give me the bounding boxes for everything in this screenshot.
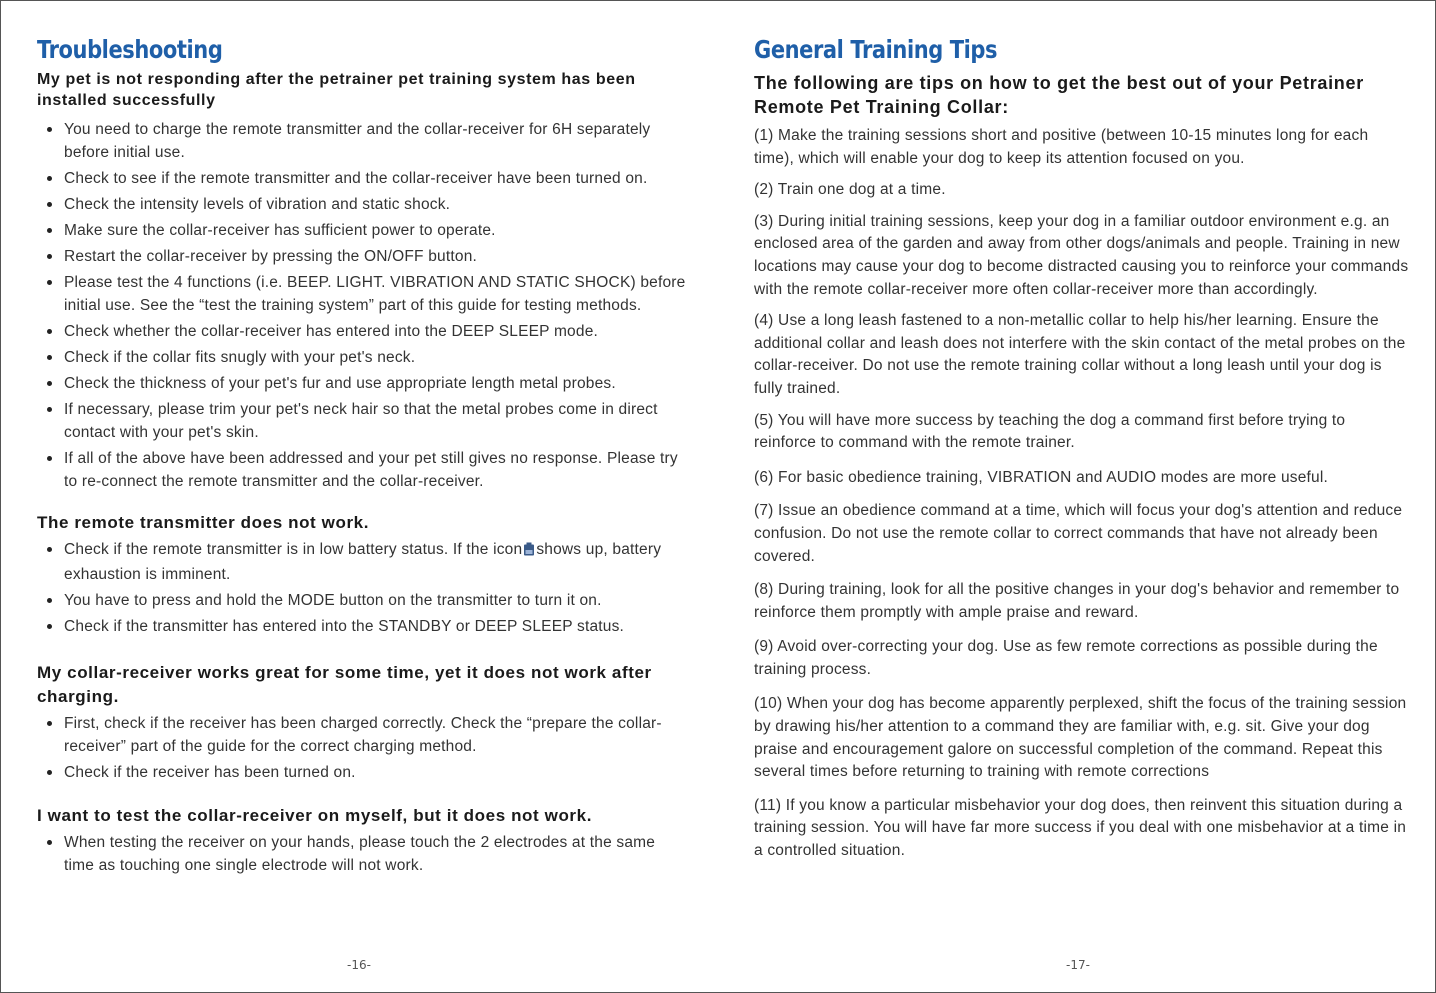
list-item: Please test the 4 functions (i.e. BEEP. LIGHT. VIBRATION AND STATIC SHOCK) before initial use. See the “test the training system” part of this guide for testing methods. (37, 271, 689, 317)
list-item: When testing the receiver on your hands, please touch the 2 electrodes at the same time as touching one single electrode will not work. (37, 831, 689, 877)
list-item: First, check if the receiver has been charged correctly. Check the “prepare the collar-receiver” part of the guide for the correct charging method. (37, 712, 689, 758)
tip-item: (10) When your dog has become apparently perplexed, shift the focus of the training session by drawing his/her attention to a command they are familiar with, e.g. sit. Give your dog praise and encouragement galore on successful completion of the command. Repeat this several times before returning to training with remote corrections (754, 695, 1407, 781)
list-item: Check whether the collar-receiver has entered into the DEEP SLEEP mode. (37, 320, 689, 343)
list-item: Check the intensity levels of vibration and static shock. (37, 193, 689, 216)
tip-item: (1) Make the training sessions short and positive (between 10-15 minutes long for each time), which will enable your dog to keep its attention focused on you. (754, 127, 1369, 167)
tip-item: (2) Train one dog at a time. (754, 181, 946, 199)
list-item: Restart the collar-receiver by pressing the ON/OFF button. (37, 245, 689, 268)
page-title-training-tips: General Training Tips (754, 35, 998, 64)
troubleshooting-content (37, 69, 689, 880)
list-item: Make sure the collar-receiver has sufficient power to operate. (37, 219, 689, 242)
intro-heading: The following are tips on how to get the best out of your Petrainer Remote Pet Training Collar: (754, 73, 1364, 117)
list-item: Check to see if the remote transmitter and the collar-receiver have been turned on. (37, 167, 689, 190)
tip-item: (9) Avoid over-correcting your dog. Use as few remote corrections as possible during the training process. (754, 638, 1378, 678)
tip-item: (5) You will have more success by teaching the dog a command first before trying to reinforce to command with the remote trainer. (754, 411, 1346, 452)
section-heading: My pet is not responding after the petrainer pet training system has been installed successfully (37, 71, 636, 109)
training-tips-content (754, 71, 1409, 863)
section-heading: My collar-receiver works great for some time, yet it does not work after charging. (37, 663, 652, 706)
list-item: Check the thickness of your pet's fur and use appropriate length metal probes. (37, 372, 689, 395)
item-text-after-icon: shows up, battery exhaustion is imminent. (64, 541, 662, 583)
bullet-list (37, 712, 689, 784)
list-item: Check if the collar fits snugly with your pet's neck. (37, 346, 689, 369)
bullet-list (37, 118, 689, 493)
page-number: -17- (1066, 958, 1090, 972)
list-item: Check if the transmitter has entered into the STANDBY or DEEP SLEEP status. (37, 615, 689, 638)
list-item: You need to charge the remote transmitter and the collar-receiver for 6H separately before initial use. (37, 118, 689, 164)
tip-item: (6) For basic obedience training, VIBRATION and AUDIO modes are more useful. (754, 468, 1329, 486)
section-test-on-myself (37, 804, 689, 877)
tip-item: (11) If you know a particular misbehavior your dog does, then reinvent this situation during a training session. You will have far more success if you deal with one misbehavior at a time in a controlled situation. (754, 796, 1407, 860)
tip-item: (3) During initial training sessions, keep your dog in a familiar outdoor environment e.g. an enclosed area of the garden and away from other dogs/animals and people. Training in new locations may cause your dog to become distracted causing you to reinforce your commands with the remote collar-receiver more often collar-receiver more than accordingly. (754, 212, 1409, 298)
page-number: -16- (347, 958, 371, 972)
tip-item: (4) Use a long leash fastened to a non-metallic collar to help his/her learning. Ensure the additional collar and leash does not interfere with the skin contact of the metal probes on the collar-receiver. Do not use the remote training collar without a long leash until your dog is fully trained. (754, 312, 1406, 397)
tips-list (754, 125, 1409, 863)
list-item: You have to press and hold the MODE button on the transmitter to turn it on. (37, 589, 689, 612)
battery-icon (523, 540, 535, 563)
section-pet-not-responding (37, 69, 689, 493)
left-page (37, 1, 689, 992)
tip-item: (7) Issue an obedience command at a time, which will focus your dog's attention and reduce confusion. Do not use the remote collar to correct commands that have not already been covered. (754, 502, 1403, 565)
list-item: If all of the above have been addressed and your pet still gives no response. Please try to re-connect the remote transmitter and the collar-receiver. (37, 447, 689, 493)
bullet-list (37, 831, 689, 877)
section-heading: The remote transmitter does not work. (37, 513, 370, 532)
right-page (754, 1, 1409, 992)
tip-item: (8) During training, look for all the positive changes in your dog's behavior and remember to reinforce them promptly with ample praise and reward. (754, 581, 1400, 621)
section-heading: I want to test the collar-receiver on myself, but it does not work. (37, 806, 593, 825)
list-item: Check if the receiver has been turned on. (37, 761, 689, 784)
list-item (37, 538, 689, 586)
page-title-troubleshooting: Troubleshooting (37, 35, 223, 64)
bullet-list (37, 538, 689, 638)
list-item: If necessary, please trim your pet's neck hair so that the metal probes come in direct contact with your pet's skin. (37, 398, 689, 444)
item-text-before-icon: Check if the remote transmitter is in low battery status. If the icon (64, 541, 523, 558)
section-remote-not-working (37, 511, 689, 638)
section-receiver-after-charging (37, 661, 689, 784)
